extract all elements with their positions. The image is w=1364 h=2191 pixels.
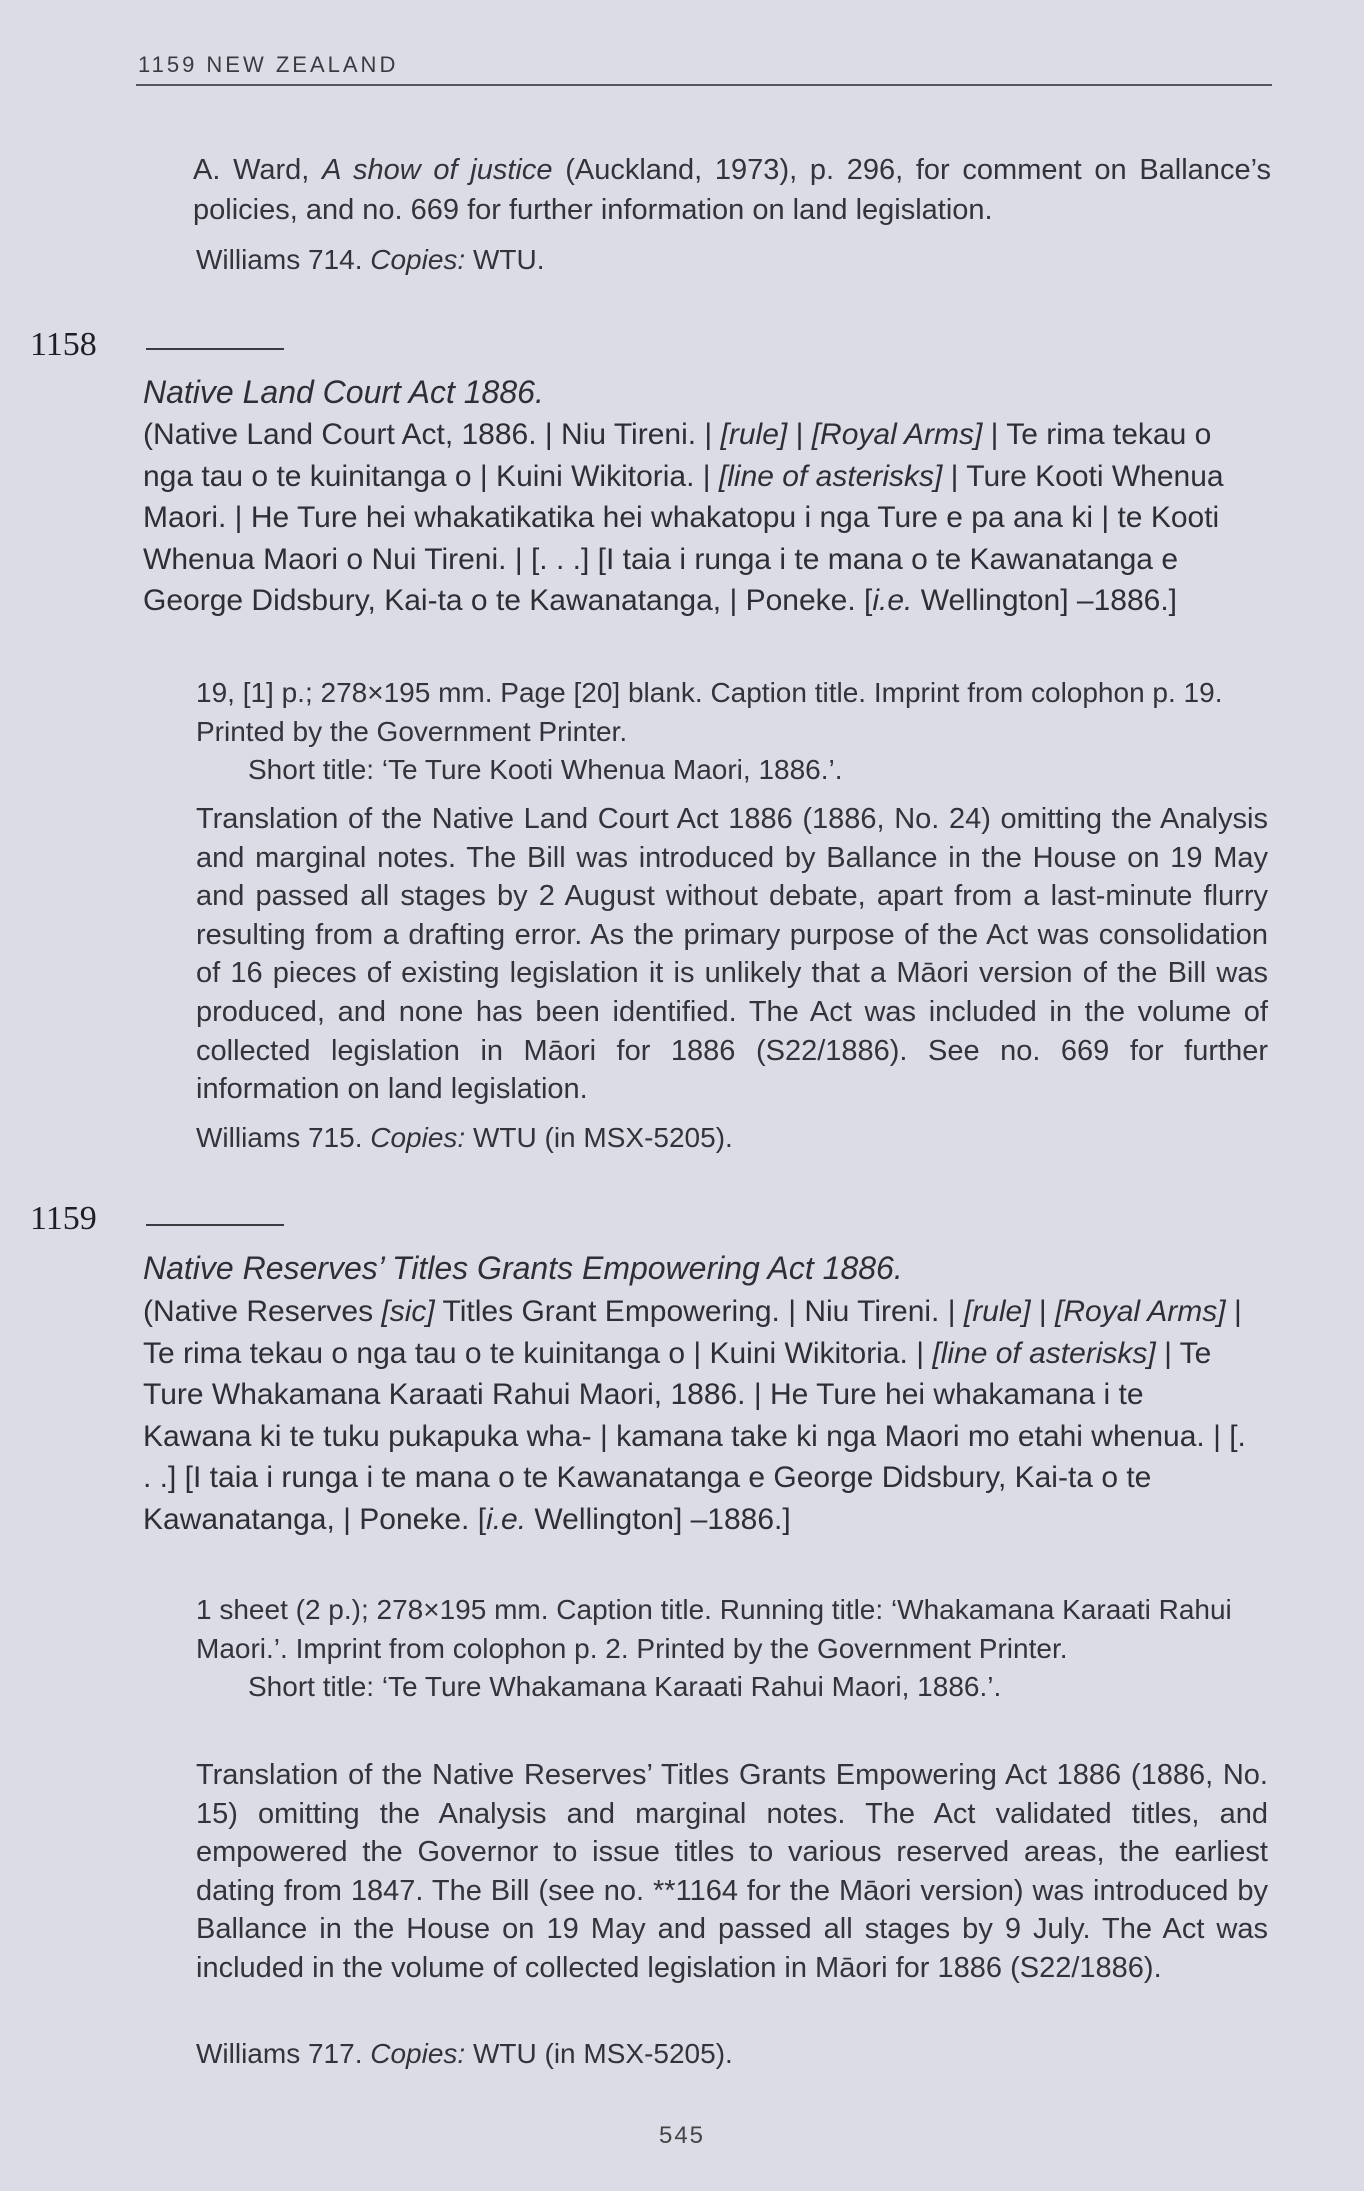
entry-rule (146, 1224, 284, 1226)
continuation-text: A. Ward, A show of justice (Auckland, 1973), p. 296, for comment on Ballance’s policies, and no. 669 for further information on land legislation. (193, 154, 1271, 226)
entry-note: Translation of the Native Land Court Act 1886 (1886, No. 24) omitting the Analysis and marginal notes. The Bill was introduced by Ballance in the House on 19 May and passed all stages by 2 August without debate, apart from a last-minute flurry resulting from a drafting error. As the primary purpose of the Act was consolidation of 16 pieces of existing legislation it is unlikely that a Māori version of the Bill was produced, and none has been identified. The Act was included in the volume of collected legislation in Māori for 1886 (S22/1886). See no. 669 for further information on land legislation. (196, 803, 1268, 1106)
short-title: Short title: ‘Te Ture Whakamana Karaati Rahui Maori, 1886.’. (248, 1671, 1002, 1702)
book-title: A show of justice (322, 154, 553, 186)
entry-rule (146, 348, 284, 350)
title-transcription: (Native Land Court Act, 1886. | Niu Tireni. | [rule] | [Royal Arms] | Te rima tekau o nga tau o te kuinitanga o | Kuini Wikitoria. | [line of asterisks] | Ture Kooti Whenua Maori. | He Ture hei whakatikatika hei whakatopu i nga Ture e pa ana ki | te Kooti Whenua Maori o Nui Tireni. | [. . .] [I taia i runga i te mana o te Kawanatanga e George Didsbury, Kai-ta o te Kawanatanga, | Poneke. [i.e. Wellington] –1886.] (143, 418, 1224, 617)
page-number: 545 (658, 2122, 706, 2149)
collation: 1 sheet (2 p.); 278×195 mm. Caption title. Running title: ‘Whakamana Karaati Rahui Maori.’. Imprint from colophon p. 2. Printed by the Government Printer. Short title: ‘Te Ture Whakamana Karaati Rahui Maori, 1886.’. (196, 1591, 1268, 1707)
entry-note: Translation of the Native Reserves’ Titles Grants Empowering Act 1886 (1886, No. 15) omitting the Analysis and marginal notes. The Act validated titles, and empowered the Governor to issue titles to various reserved areas, the earliest dating from 1847. The Bill (see no. **1164 for the Māori version) was introduced by Ballance in the House on 19 May and passed all stages by 9 July. The Act was included in the volume of collected legislation in Māori for 1886 (S22/1886). (196, 1759, 1268, 1984)
entry-number: 1158 (30, 326, 97, 363)
entry-number: 1159 (30, 1200, 97, 1237)
entry-title: Native Land Court Act 1886. (143, 374, 544, 410)
running-head: 1159 NEW ZEALAND (138, 52, 399, 77)
header-rule (136, 84, 1272, 86)
continuation-refs: Williams 714. Copies: WTU. (196, 244, 545, 275)
collation: 19, [1] p.; 278×195 mm. Page [20] blank. Caption title. Imprint from colophon p. 19. Printed by the Government Printer. Short title: ‘Te Ture Kooti Whenua Maori, 1886.’. (196, 674, 1268, 790)
entry-title: Native Reserves’ Titles Grants Empowering Act 1886. (143, 1250, 903, 1286)
entry-refs: Williams 717. Copies: WTU (in MSX-5205). (196, 2038, 733, 2069)
short-title: Short title: ‘Te Ture Kooti Whenua Maori, 1886.’. (248, 754, 843, 785)
entry-refs: Williams 715. Copies: WTU (in MSX-5205). (196, 1122, 733, 1153)
title-transcription: (Native Reserves [sic] Titles Grant Empowering. | Niu Tireni. | [rule] | [Royal Arms] | Te rima tekau o nga tau o te kuinitanga o | Kuini Wikitoria. | [line of asterisks] | Te Ture Whakamana Karaati Rahui Maori, 1886. | He Ture hei whakamana i te Kawana ki te tuku pukapuka wha- | kamana take ki nga Maori mo etahi whenua. | [. . .] [I taia i runga i te mana o te Kawanatanga e George Didsbury, Kai-ta o te Kawanatanga, | Poneke. [i.e. Wellington] –1886.] (143, 1295, 1246, 1536)
